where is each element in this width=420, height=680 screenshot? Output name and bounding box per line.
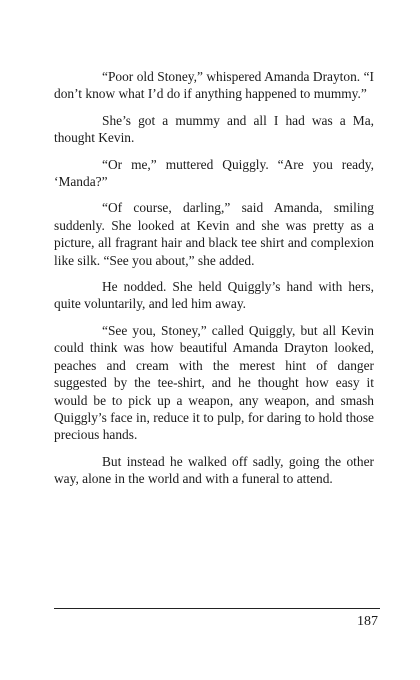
- paragraph-1: “Poor old Stoney,” whispered Amanda Drayton. “I don’t know what I’d do if anything happened to mummy.”: [54, 69, 374, 102]
- paragraph-7: But instead he walked off sadly, going the other way, alone in the world and with a funeral to attend.: [54, 453, 374, 487]
- paragraph-5: He nodded. She held Quiggly’s hand with hers, quite voluntarily, and led him away.: [54, 279, 374, 312]
- paragraph-6: “See you, Stoney,” called Quiggly, but all Kevin could think was how beautiful Amanda Drayton looked, peaches and cream with the merest hint of danger suggested by the tee-shirt, and he thought how easy it would be to pick up a weapon, any weapon, and smash Quiggly’s face in, reduce it to pulp, for daring to hold those precious hands.: [54, 322, 374, 443]
- paragraph-4: “Of course, darling,” said Amanda, smiling suddenly. She looked at Kevin and she was pretty as a picture, all fragrant hair and black tee shirt and complexion like silk. “See you about,” she added.: [54, 200, 374, 268]
- page-number: 187: [357, 614, 378, 629]
- body-text: [54, 68, 374, 497]
- footer-divider: [54, 608, 380, 609]
- paragraph-3: “Or me,” muttered Quiggly. “Are you ready, ‘Manda?”: [54, 156, 374, 190]
- paragraph-2: She’s got a mummy and all I had was a Ma, thought Kevin.: [54, 112, 374, 146]
